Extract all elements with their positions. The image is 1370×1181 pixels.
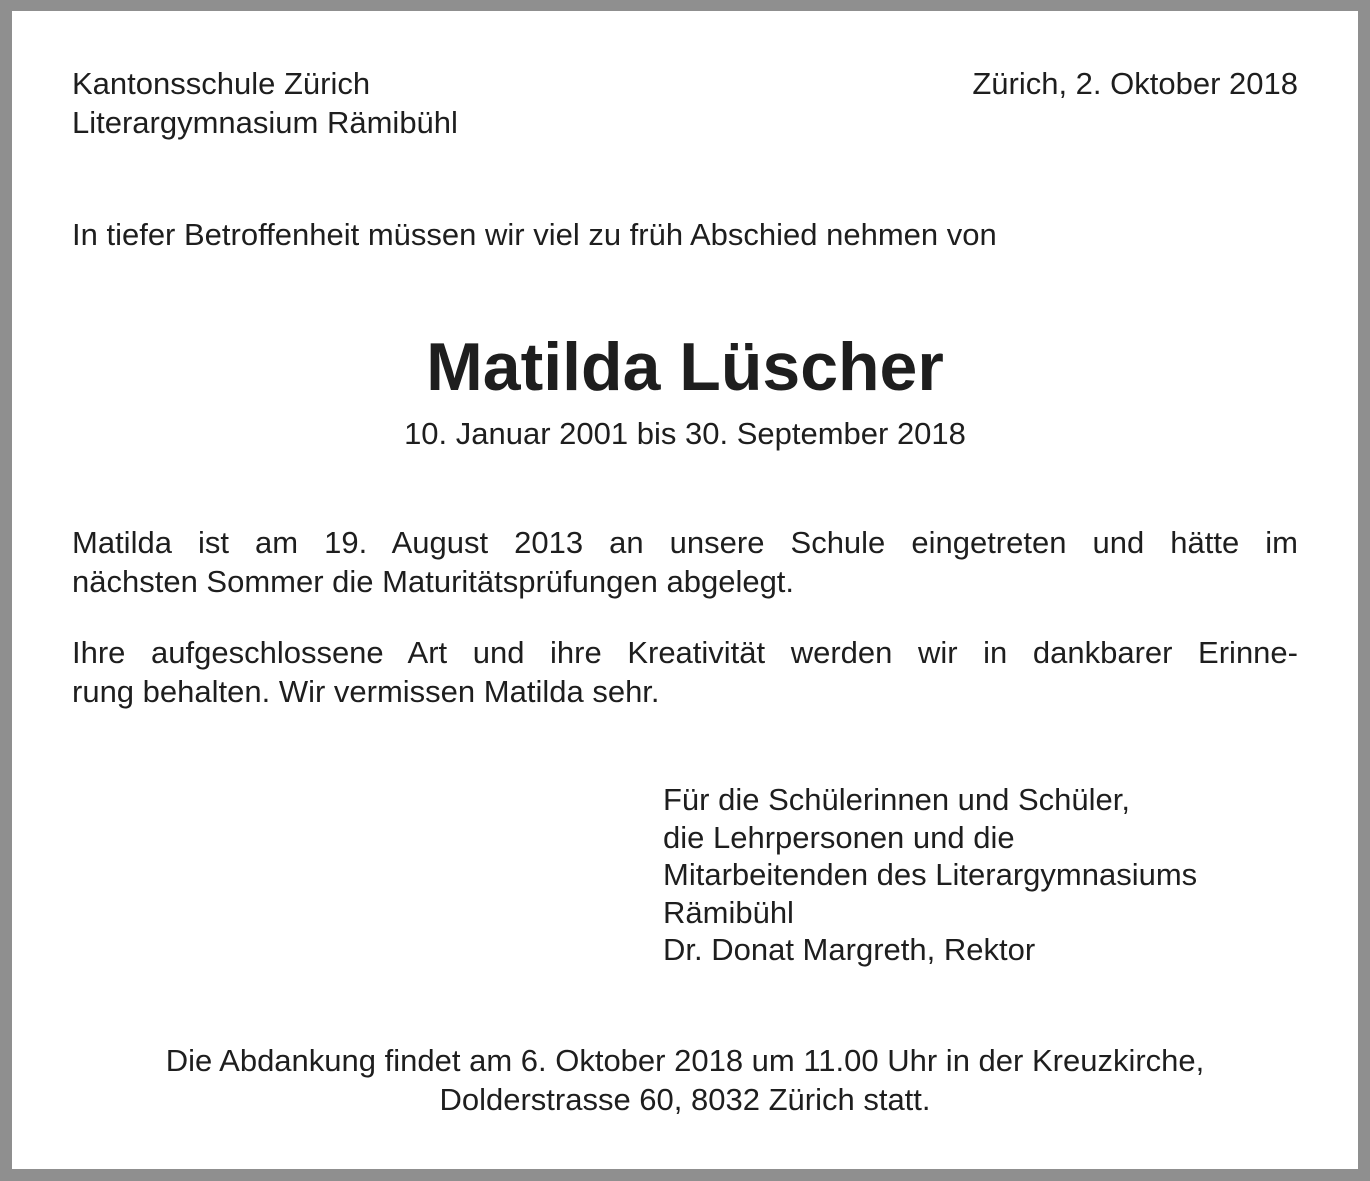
funeral-ceremony-info bbox=[12, 1041, 1358, 1119]
ceremony-line: Die Abdankung findet am 6. Oktober 2018 um 11.00 Uhr in der Kreuzkirche, bbox=[165, 1043, 1205, 1078]
signature-line: Für die Schülerinnen und Schüler, bbox=[663, 782, 1131, 817]
place-date: Zürich, 2. Oktober 2018 bbox=[972, 66, 1298, 101]
paragraph-line: Matilda ist am 19. August 2013 an unsere Schule eingetreten und hätte im bbox=[72, 525, 1298, 560]
sender-gymnasium: Literargymnasium Rämibühl bbox=[72, 105, 458, 140]
signature-rector: Dr. Donat Margreth, Rektor bbox=[663, 932, 1036, 967]
intro-text: In tiefer Betroffenheit müssen wir viel zu früh Abschied nehmen von bbox=[72, 217, 997, 252]
obituary-notice bbox=[12, 11, 1358, 1169]
signature-line: Rämibühl bbox=[663, 894, 794, 930]
signature-line: die Lehrpersonen und die bbox=[663, 819, 1015, 855]
paragraph-line: nächsten Sommer die Maturitätsprüfungen abgelegt. bbox=[72, 564, 795, 599]
sender-school: Kantonsschule Zürich bbox=[72, 66, 371, 101]
lifespan-dates: 10. Januar 2001 bis 30. September 2018 bbox=[404, 416, 966, 451]
signature-block bbox=[663, 781, 1197, 969]
paragraph-school-entry bbox=[72, 523, 1298, 601]
signature-line: Mitarbeitenden des Literargymnasiums bbox=[663, 857, 1198, 892]
paragraph-line: rung behalten. Wir vermissen Matilda sehr. bbox=[72, 674, 660, 709]
sender-block bbox=[72, 64, 458, 142]
ceremony-address: Dolderstrasse 60, 8032 Zürich statt. bbox=[439, 1082, 931, 1117]
deceased-name: Matilda Lüscher bbox=[426, 329, 944, 405]
paragraph-line: Ihre aufgeschlossene Art und ihre Kreativität werden wir in dankbarer Erinne- bbox=[72, 635, 1298, 670]
paragraph-remembrance bbox=[72, 633, 1298, 711]
